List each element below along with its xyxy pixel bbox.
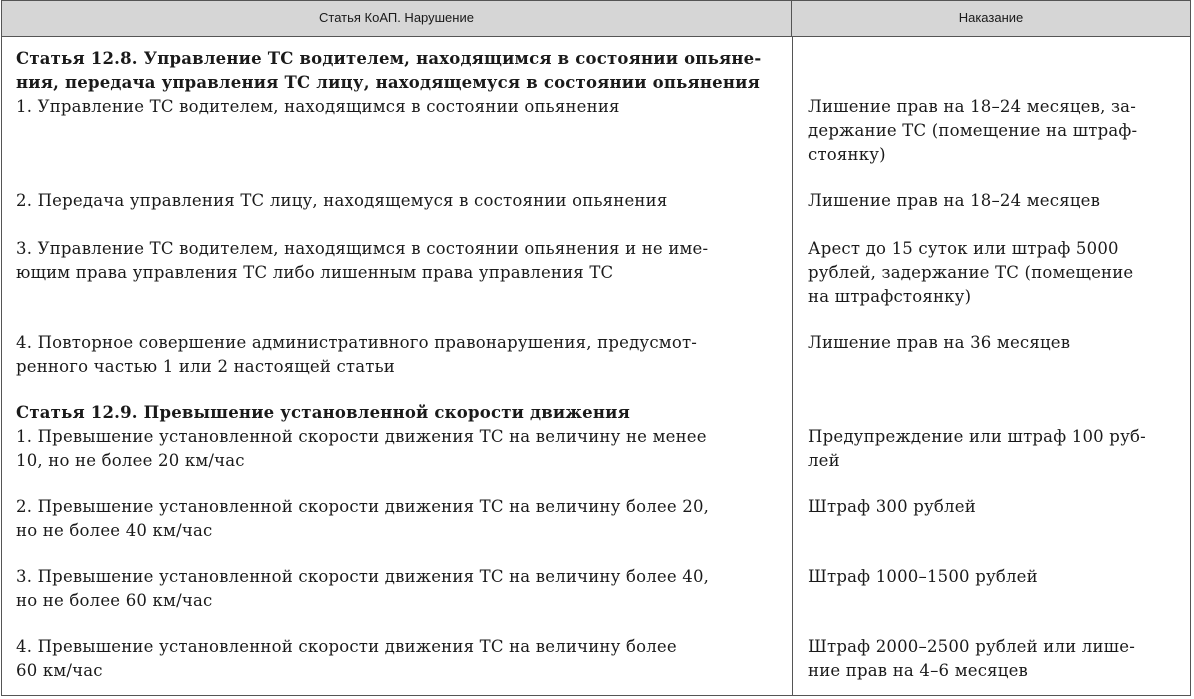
header-penalty: Наказание <box>958 10 1024 25</box>
violation-12-9-2-line2: но не более 40 км/час <box>16 521 213 540</box>
penalty-12-9-1-line1: Предупреждение или штраф 100 руб- <box>808 427 1146 446</box>
penalty-12-9-4-line2: ние прав на 4–6 месяцев <box>808 661 1029 680</box>
violation-12-8-2: 2. Передача управления ТС лицу, находящемуся в состоянии опьянения <box>16 191 668 210</box>
penalty-12-9-2: Штраф 300 рублей <box>808 497 976 516</box>
penalty-12-8-3-line2: рублей, задержание ТС (помещение <box>808 263 1134 282</box>
violation-12-8-3-line2: ющим права управления ТС либо лишенным права управления ТС <box>16 263 614 282</box>
violation-12-8-4-line2: ренного частью 1 или 2 настоящей статьи <box>16 357 396 376</box>
penalty-12-9-4-line1: Штраф 2000–2500 рублей или лише- <box>808 637 1135 656</box>
penalty-12-8-2: Лишение прав на 18–24 месяцев <box>808 191 1101 210</box>
violation-12-9-3-line1: 3. Превышение установленной скорости движения ТС на величину более 40, <box>16 567 710 586</box>
penalty-12-8-4: Лишение прав на 36 месяцев <box>808 333 1071 352</box>
article-12-9-title: Статья 12.9. Превышение установленной скорости движения <box>16 403 630 422</box>
table-header <box>2 1 1190 37</box>
penalty-12-8-1-line1: Лишение прав на 18–24 месяцев, за- <box>808 97 1136 116</box>
penalty-12-8-1-line2: держание ТС (помещение на штраф- <box>808 121 1138 140</box>
article-12-8-title-line2: ния, передача управления ТС лицу, находящемуся в состоянии опьянения <box>16 73 760 92</box>
violation-12-8-4-line1: 4. Повторное совершение административного правонарушения, предусмот- <box>16 333 698 352</box>
violation-12-9-4-line1: 4. Превышение установленной скорости движения ТС на величину более <box>16 637 677 656</box>
violation-12-8-3-line1: 3. Управление ТС водителем, находящимся в состоянии опьянения и не име- <box>16 239 709 258</box>
violation-12-8-1: 1. Управление ТС водителем, находящимся в состоянии опьянения <box>16 97 620 116</box>
penalty-12-8-3-line1: Арест до 15 суток или штраф 5000 <box>808 239 1119 258</box>
article-12-8-title-line1: Статья 12.8. Управление ТС водителем, находящимся в состоянии опьяне- <box>16 49 762 68</box>
penalty-12-8-1-line3: стоянку) <box>808 145 886 164</box>
penalties-table <box>1 0 1191 696</box>
violation-12-9-1-line1: 1. Превышение установленной скорости движения ТС на величину не менее <box>16 427 707 446</box>
column-divider <box>792 37 793 695</box>
violation-12-9-1-line2: 10, но не более 20 км/час <box>16 451 245 470</box>
violation-12-9-2-line1: 2. Превышение установленной скорости движения ТС на величину более 20, <box>16 497 710 516</box>
penalty-12-9-3: Штраф 1000–1500 рублей <box>808 567 1038 586</box>
penalty-12-9-1-line2: лей <box>808 451 840 470</box>
violation-12-9-4-line2: 60 км/час <box>16 661 103 680</box>
penalty-12-8-3-line3: на штрафстоянку) <box>808 287 972 306</box>
header-violation: Статья КоАП. Нарушение <box>2 1 792 36</box>
violation-12-9-3-line2: но не более 60 км/час <box>16 591 213 610</box>
